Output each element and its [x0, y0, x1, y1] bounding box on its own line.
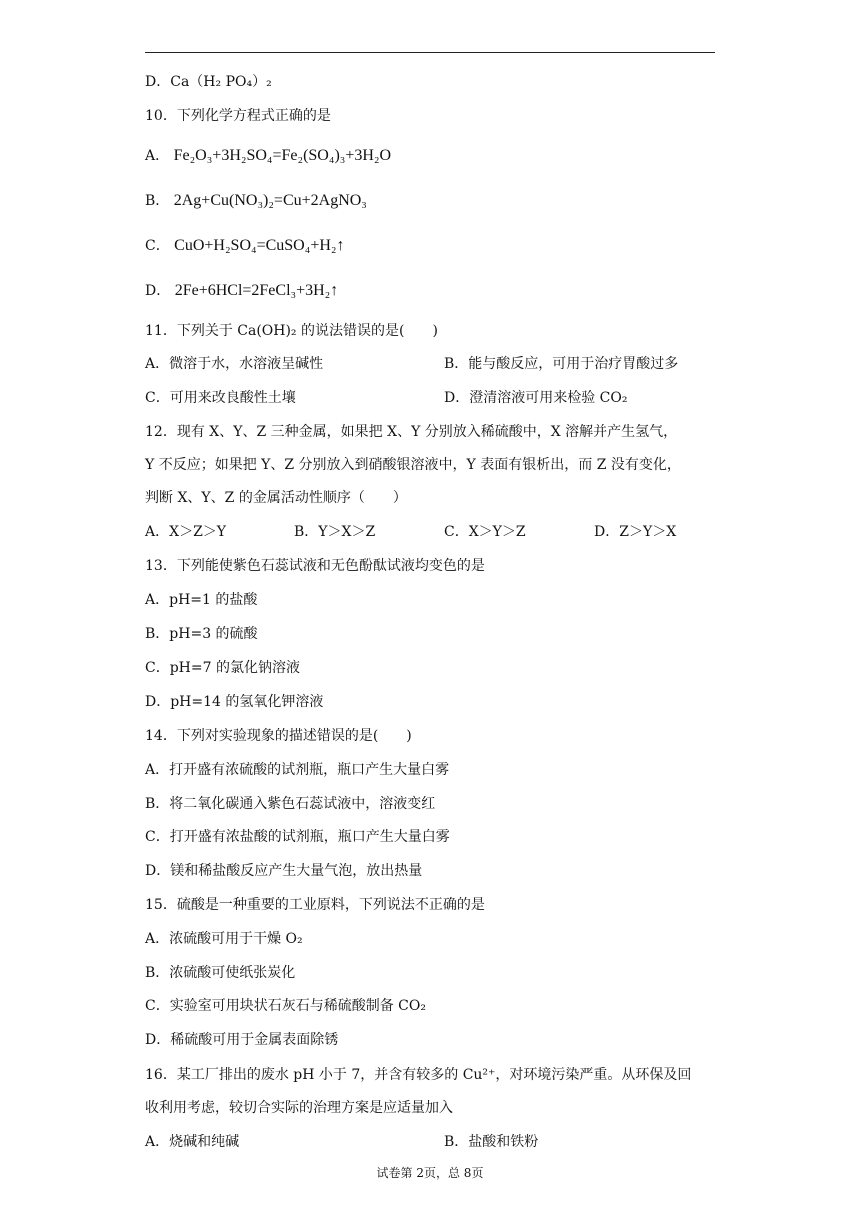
option-label: B． — [145, 193, 170, 209]
option-label: A． — [145, 148, 170, 164]
q13-option-b: B．pH=3 的硫酸 — [145, 626, 258, 642]
equation-b: 2Ag+Cu(NO₃)₂=Cu+2AgNO₃ — [173, 192, 367, 209]
q10-stem: 10．下列化学方程式正确的是 — [145, 108, 331, 124]
q16-option-a: A．烧碱和纯碱 — [145, 1134, 240, 1150]
q13-stem: 13．下列能使紫色石蕊试液和无色酚酞试液均变色的是 — [145, 558, 485, 574]
q15-stem: 15．硫酸是一种重要的工业原料，下列说法不正确的是 — [145, 897, 485, 913]
q15-option-b: B．浓硫酸可使纸张炭化 — [145, 965, 296, 981]
q14-option-a: A．打开盛有浓硫酸的试剂瓶，瓶口产生大量白雾 — [145, 762, 450, 778]
q11-stem: 11．下列关于 Ca(OH)₂ 的说法错误的是( ) — [145, 323, 438, 339]
q10-option-d — [145, 281, 338, 301]
q13-option-d: D．pH=14 的氢氧化钾溶液 — [145, 694, 324, 710]
q13-option-c: C．pH=7 的氯化钠溶液 — [145, 660, 300, 676]
equation-a: Fe₂O₃+3H₂SO₄=Fe₂(SO₄)₃+3H₂O — [173, 147, 392, 164]
q11-option-b: B．能与酸反应，可用于治疗胃酸过多 — [444, 356, 679, 372]
q11-option-a: A．微溶于水，水溶液呈碱性 — [145, 356, 324, 372]
q12-option-b: B．Y＞X＞Z — [294, 524, 376, 540]
q10-option-a — [145, 146, 391, 166]
q16-option-b: B．盐酸和铁粉 — [444, 1134, 539, 1150]
q15-option-a: A．浓硫酸可用于干燥 O₂ — [145, 931, 303, 947]
q14-stem: 14．下列对实验现象的描述错误的是( ) — [145, 728, 412, 744]
q15-option-c: C．实验室可用块状石灰石与稀硫酸制备 CO₂ — [145, 998, 426, 1014]
q9-option-d — [145, 72, 272, 92]
q10-option-c — [145, 236, 344, 256]
q12-stem-line-2: Y 不反应；如果把 Y、Z 分别放入到硝酸银溶液中，Y 表面有银析出，而 Z 没有变化， — [145, 457, 681, 473]
option-label: D． — [145, 74, 171, 90]
formula: Ca（H₂ PO₄）₂ — [170, 74, 272, 90]
q13-option-a: A．pH=1 的盐酸 — [145, 592, 258, 608]
q14-option-c: C．打开盛有浓盐酸的试剂瓶，瓶口产生大量白雾 — [145, 829, 450, 845]
option-label: C． — [145, 238, 170, 254]
option-label: D． — [145, 283, 171, 299]
q14-option-b: B．将二氧化碳通入紫色石蕊试液中，溶液变红 — [145, 796, 436, 812]
q14-option-d: D．镁和稀盐酸反应产生大量气泡，放出热量 — [145, 863, 423, 879]
q15-option-d: D．稀硫酸可用于金属表面除锈 — [145, 1032, 339, 1048]
equation-d: 2Fe+6HCl=2FeCl₃+3H₂↑ — [174, 282, 339, 299]
q12-stem-line-3: 判断 X、Y、Z 的金属活动性顺序（ ） — [145, 490, 407, 506]
q11-option-d: D．澄清溶液可用来检验 CO₂ — [444, 390, 628, 406]
q10-option-b — [145, 191, 367, 211]
header-rule — [145, 52, 715, 53]
q12-option-c: C．X＞Y＞Z — [444, 524, 526, 540]
equation-c: CuO+H₂SO₄=CuSO₄+H₂↑ — [174, 237, 345, 254]
q16-stem-line-1: 16．某工厂排出的废水 pH 小于 7，并含有较多的 Cu²⁺，对环境污染严重。从环保及回 — [145, 1067, 692, 1083]
q12-option-a: A．X＞Z＞Y — [145, 524, 227, 540]
q12-option-d: D．Z＞Y＞X — [594, 524, 677, 540]
q12-stem-line-1: 12．现有 X、Y、Z 三种金属，如果把 X、Y 分别放入稀硫酸中，X 溶解并产生氢气， — [145, 424, 678, 440]
q11-option-c: C．可用来改良酸性土壤 — [145, 390, 296, 406]
page-footer: 试卷第 2页，总 8页 — [376, 1166, 484, 1180]
q16-stem-line-2: 收利用考虑，较切合实际的治理方案是应适量加入 — [145, 1100, 453, 1116]
